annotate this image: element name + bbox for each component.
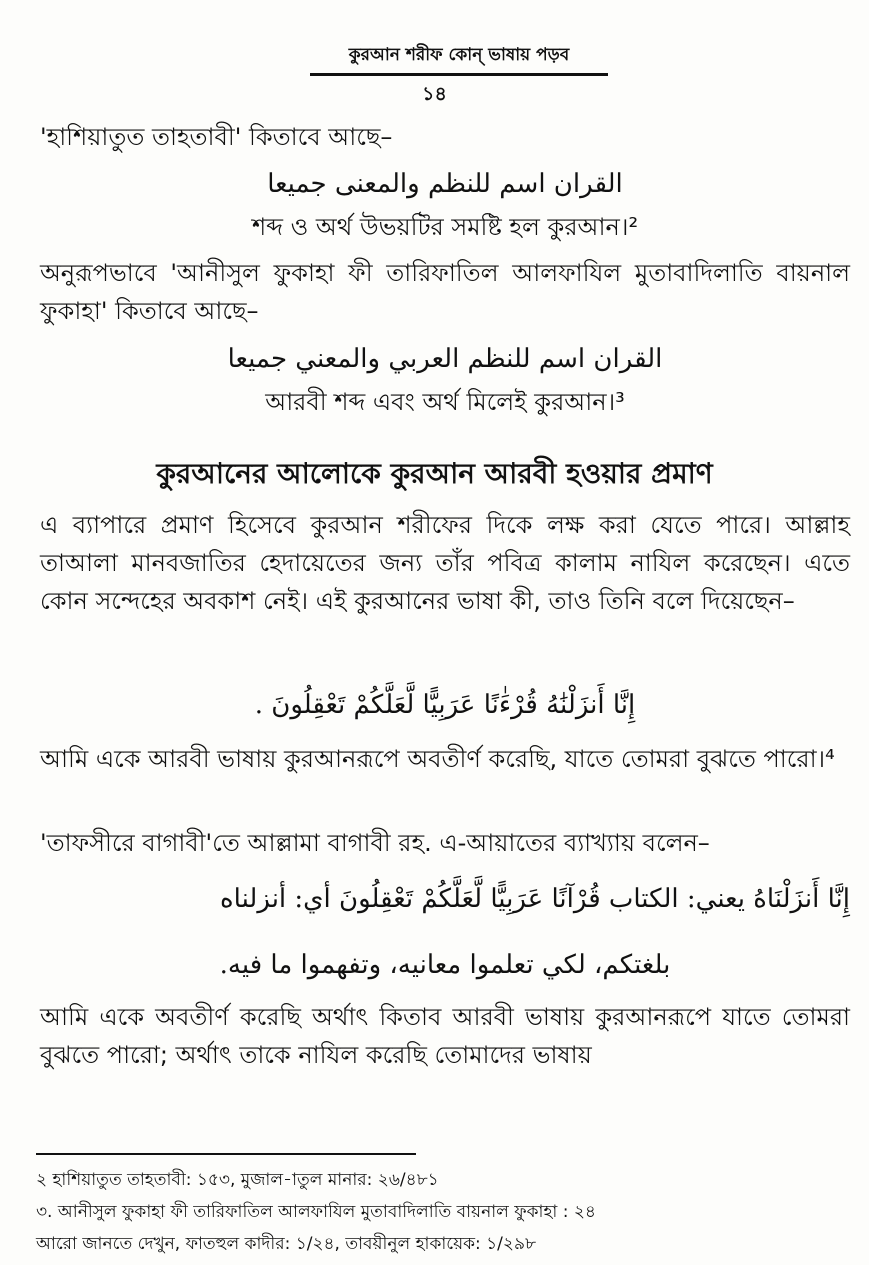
page-number: ১৪ xyxy=(422,83,447,105)
quran-verse: إِنَّا أَنزَلْنَٰهُ قُرْءَٰنًا عَرَبِيًّا لَّعَلَّكُمْ تَعْقِلُونَ . xyxy=(254,690,636,720)
tafsir-arabic-line-1: إِنَّا أَنزَلْنَاهُ يعني: الكتاب قُرْآنًا عَرَبِيًّا لَّعَلَّكُمْ تَعْقِلُونَ أي: أنزلناه xyxy=(220,884,850,914)
arabic-quote-2: القران اسم للنظم العربي والمعني جميعا xyxy=(227,344,663,374)
paragraph-2-intro: অনুরূপভাবে 'আনীসুল ফুকাহা ফী তারিফাতিল আলফাযিল মুতাবাদিলাতি বায়নাল ফুকাহা' কিতাবে আছে– xyxy=(40,259,850,325)
section-heading: কুরআনের আলোকে কুরআন আরবী হওয়ার প্রমাণ xyxy=(156,457,713,490)
running-header: কুরআন শরীফ কোন্ ভাষায় পড়ব xyxy=(310,42,608,76)
tafsir-arabic-line-2: بلغتكم، لكي تعلموا معانيه، وتفهموا ما فيه. xyxy=(219,950,671,980)
paragraph-4: আমি একে আরবী ভাষায় কুরআনরূপে অবতীর্ণ করেছি, যাতে তোমরা বুঝতে পারো।⁴ xyxy=(40,745,835,773)
arabic-quote-1: القران اسم للنظم والمعنى جميعا xyxy=(267,169,623,199)
translation-2: আরবী শব্দ এবং অর্থ মিলেই কুরআন।³ xyxy=(265,388,625,416)
footnote-3: ৩. আনীসুল ফুকাহা ফী তারিফাতিল আলফাযিল মুতাবাদিলাতি বায়নাল ফুকাহা : ২৪ xyxy=(36,1202,596,1222)
footnote-divider xyxy=(36,1153,416,1155)
paragraph-6: আমি একে অবতীর্ণ করেছি অর্থাৎ কিতাব আরবী ভাষায় কুরআনরূপে যাতে তোমরা বুঝতে পারো; অর্থাৎ তাকে নাযিল করেছি তোমাদের ভাষায় xyxy=(40,1003,850,1069)
paragraph-3: এ ব্যাপারে প্রমাণ হিসেবে কুরআন শরীফের দিকে লক্ষ করা যেতে পারে। আল্লাহ তাআলা মানবজাতির হেদায়েতের জন্য তাঁর পবিত্র কালাম নাযিল করেছেন। এতে কোন সন্দেহের অবকাশ নেই। এই কুরআনের ভাষা কী, তাও তিনি বলে দিয়েছেন– xyxy=(40,511,850,615)
footnote-2: ২ হাশিয়াতুত তাহতাবী: ১৫৩, মুজাল-াতুল মানার: ২৬/৪৮১ xyxy=(36,1170,439,1190)
paragraph-1-intro: 'হাশিয়াতুত তাহতাবী' কিতাবে আছে– xyxy=(40,123,393,151)
footnote-3-continued: আরো জানতে দেখুন, ফাতহুল কাদীর: ১/২৪, তাবয়ীনুল হাকায়েক: ১/২৯৮ xyxy=(36,1234,537,1254)
translation-1: শব্দ ও অর্থ উভয়টির সমষ্টি হল কুরআন।² xyxy=(251,213,639,241)
paragraph-5-intro: 'তাফসীরে বাগাবী'তে আল্লামা বাগাবী রহ. এ-আয়াতের ব্যাখ্যায় বলেন– xyxy=(40,829,710,857)
